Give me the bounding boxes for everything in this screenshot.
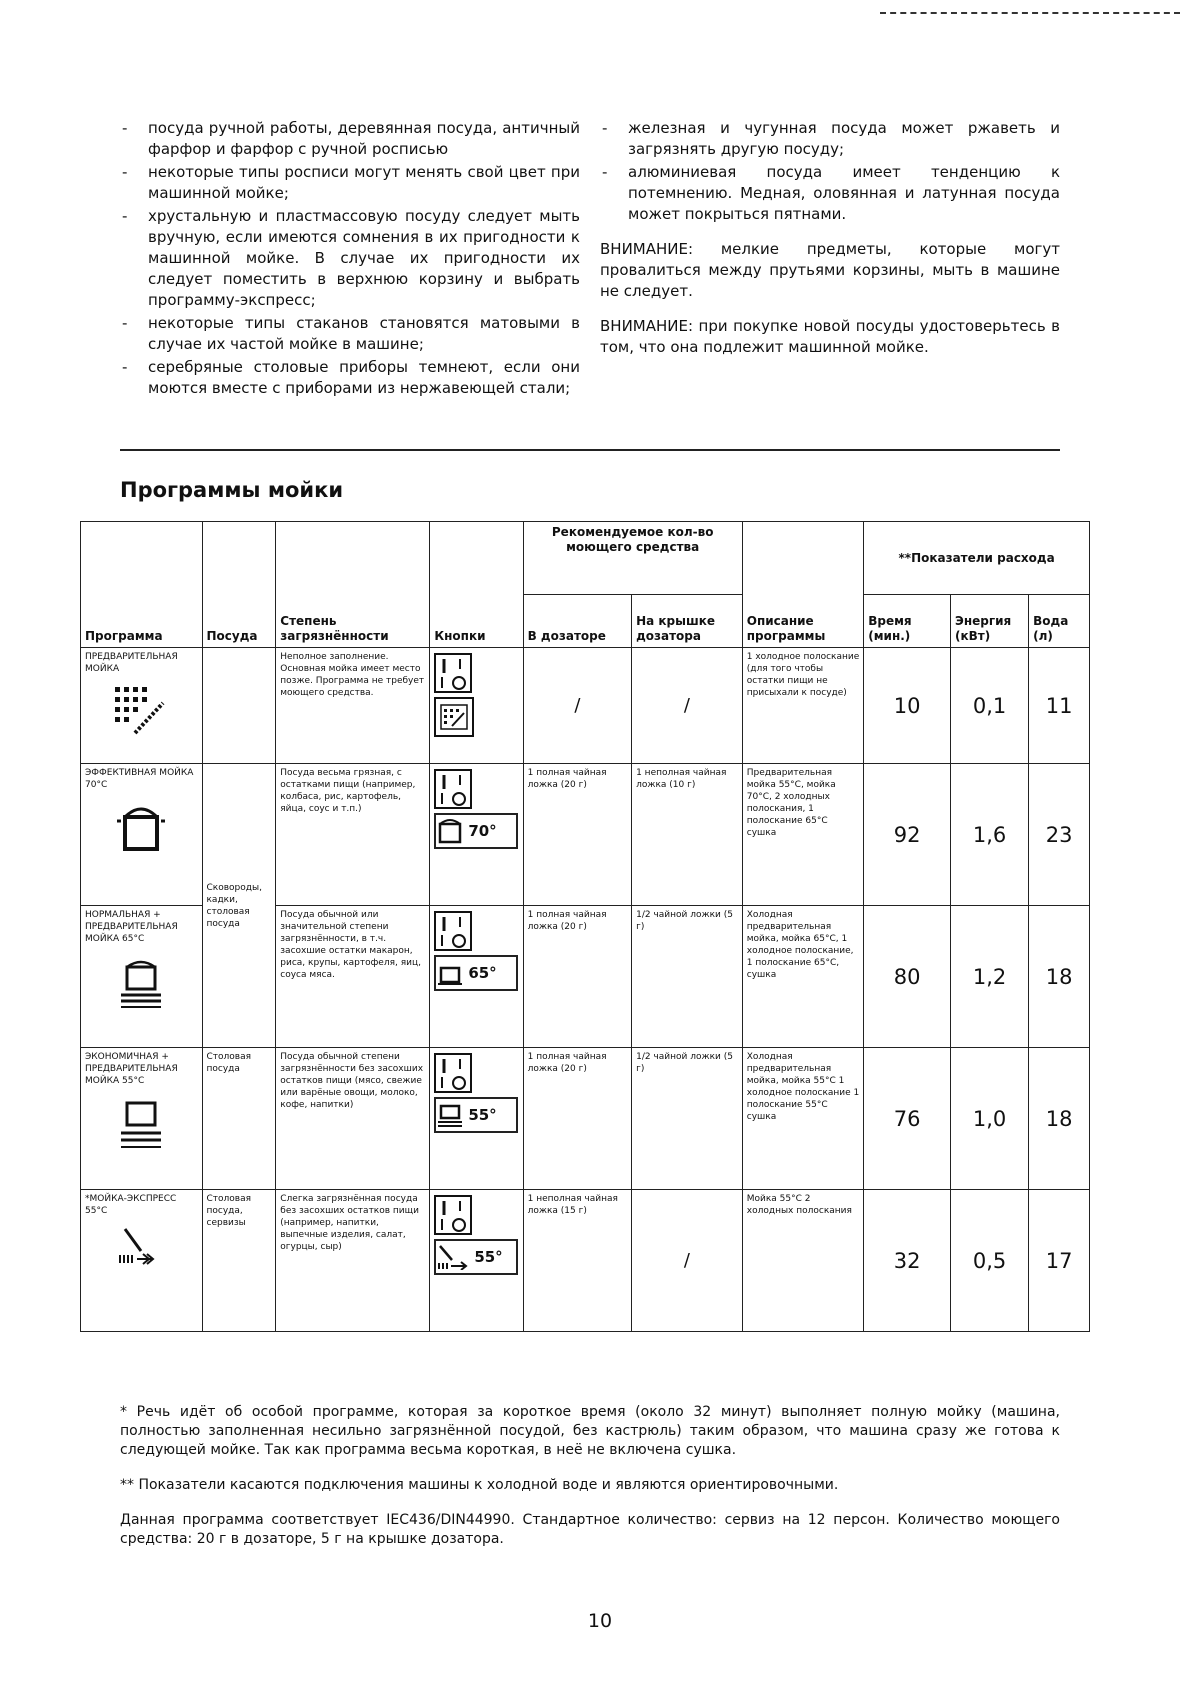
dishes-cell: Столовая посуда, сервизы: [202, 1190, 276, 1332]
table-row: [81, 764, 1090, 906]
soil-cell: Посуда весьма грязная, с остатками пищи (например, колбаса, рис, картофель, яйца, соус и т.п.): [276, 764, 430, 906]
table-row: [81, 1048, 1090, 1190]
description-cell: Холодная предварительная мойка, мойка 65°C, 1 холодное полоскание, 1 полоскание 65°C, сушка: [742, 906, 864, 1048]
section-divider: [120, 449, 1060, 451]
buttons-cell: [430, 906, 523, 1048]
power-button-icon: [434, 911, 472, 951]
water-cell: 18: [1029, 1048, 1090, 1190]
water-cell: 18: [1029, 906, 1090, 1048]
energy-cell: 0,5: [951, 1190, 1029, 1332]
program-cell: [81, 764, 203, 906]
program-button-55: [434, 1097, 518, 1133]
energy-cell: 1,0: [951, 1048, 1029, 1190]
header-energy: Энергия (кВт): [951, 595, 1029, 648]
program-name: ЭКОНОМИЧНАЯ + ПРЕДВАРИТЕЛЬНАЯ МОЙКА 55°C: [85, 1052, 178, 1086]
list-item: - некоторые типы стаканов становятся матовыми в случае их частой мойке в машине;: [120, 313, 580, 355]
prewash-button-icon: [434, 697, 474, 737]
express-icon: [111, 1225, 171, 1265]
warning-small-items: ВНИМАНИЕ: мелкие предметы, которые могут провалиться между прутьями корзины, мыть в машине не следует.: [600, 240, 1060, 300]
temperature-label: 55°: [468, 1106, 497, 1124]
list-item: - алюминиевая посуда имеет тенденцию к потемнению. Медная, оловянная и латунная посуда может покрыться пятнами.: [600, 162, 1060, 225]
list-item: - некоторые типы росписи могут менять свой цвет при машинной мойке;: [120, 162, 580, 204]
pot-lid-icon: [436, 960, 464, 986]
programs-table-wrapper: [80, 521, 1090, 1332]
program-cell: [81, 906, 203, 1048]
program-name: *МОЙКА-ЭКСПРЕСС 55°C: [85, 1194, 177, 1216]
program-name: ЭФФЕКТИВНАЯ МОЙКА 70°C: [85, 768, 194, 790]
program-button-70: [434, 813, 518, 849]
time-cell: 80: [864, 906, 951, 1048]
header-soil: Степень загрязнённости: [276, 522, 430, 648]
intro-left-column: [120, 118, 580, 401]
temperature-label: 65°: [468, 964, 497, 982]
on-lid-cell: 1/2 чайной ложки (5 г): [632, 906, 743, 1048]
prewash-spray-icon: [111, 683, 171, 739]
energy-cell: 0,1: [951, 648, 1029, 764]
intro-right-column: [600, 118, 1060, 401]
time-cell: 10: [864, 648, 951, 764]
pot-icon: [436, 818, 464, 844]
in-dispenser-cell: /: [523, 648, 631, 764]
footnotes: [120, 1403, 1060, 1565]
in-dispenser-cell: 1 полная чайная ложка (20 г): [523, 764, 631, 906]
program-name: ПРЕДВАРИТЕЛЬНАЯ МОЙКА: [85, 652, 178, 674]
power-button-icon: [434, 1195, 472, 1235]
description-cell: Холодная предварительная мойка, мойка 55°C 1 холодное полоскание 1 полоскание 55°C сушка: [742, 1048, 864, 1190]
on-lid-cell: 1/2 чайной ложки (5 г): [632, 1048, 743, 1190]
page-number: 10: [587, 1610, 613, 1632]
temperature-label: 70°: [468, 822, 497, 840]
in-dispenser-cell: 1 неполная чайная ложка (15 г): [523, 1190, 631, 1332]
header-consumption-group: **Показатели расхода: [864, 522, 1090, 595]
economy-icon: [436, 1102, 464, 1128]
section-title: Программы мойки: [120, 478, 344, 502]
program-button-express: [434, 1239, 518, 1275]
on-lid-cell: 1 неполная чайная ложка (10 г): [632, 764, 743, 906]
power-button-icon: [434, 769, 472, 809]
header-water: Вода (л): [1029, 595, 1090, 648]
list-item: - посуда ручной работы, деревянная посуда, античный фарфор и фарфор с ручной росписью: [120, 118, 580, 160]
water-cell: 17: [1029, 1190, 1090, 1332]
time-cell: 76: [864, 1048, 951, 1190]
program-cell: [81, 648, 203, 764]
energy-cell: 1,2: [951, 906, 1029, 1048]
buttons-cell: [430, 764, 523, 906]
soil-cell: Посуда обычной или значительной степени загрязнённости, в т.ч. засохшие остатки макарон, риса, крупы, картофеля, яиц, соуса мяса.: [276, 906, 430, 1048]
intro-columns: [120, 118, 1060, 401]
footnote-express: * Речь идёт об особой программе, которая за короткое время (около 32 минут) выполняет полную мойку (машина, полностью заполненная несильно загрязнённой посудой, без кастрюль) таким образом, что машина сразу же готова к следующей мойке. Так как программа весьма короткая, в неё не включена сушка.: [120, 1404, 1060, 1458]
dishes-cell: Столовая посуда: [202, 1048, 276, 1190]
dishes-cell: [202, 648, 276, 764]
header-detergent-group: Рекомендуемое кол-во моющего средства: [523, 522, 742, 595]
dishes-cell: Сковороды, кадки, столовая посуда: [202, 764, 276, 1048]
table-row: [81, 648, 1090, 764]
program-cell: [81, 1190, 203, 1332]
intensive-pot-icon: [111, 799, 171, 855]
header-program: Программа: [81, 522, 203, 648]
water-cell: 11: [1029, 648, 1090, 764]
power-button-icon: [434, 1053, 472, 1093]
water-cell: 23: [1029, 764, 1090, 906]
program-cell: [81, 1048, 203, 1190]
program-button-65: [434, 955, 518, 991]
power-button-icon: [434, 653, 472, 693]
list-item: - железная и чугунная посуда может ржаветь и загрязнять другую посуду;: [600, 118, 1060, 160]
in-dispenser-cell: 1 полная чайная ложка (20 г): [523, 906, 631, 1048]
buttons-cell: [430, 1048, 523, 1190]
header-description: Описание программы: [742, 522, 864, 648]
header-buttons: Кнопки: [430, 522, 523, 648]
in-dispenser-cell: 1 полная чайная ложка (20 г): [523, 1048, 631, 1190]
footnote-consumption: ** Показатели касаются подключения машины к холодной воде и являются ориентировочными.: [120, 1477, 839, 1493]
description-cell: Предварительная мойка 55°C, мойка 70°C, 2 холодных полоскания, 1 полоскание 65°C сушка: [742, 764, 864, 906]
time-cell: 92: [864, 764, 951, 906]
energy-cell: 1,6: [951, 764, 1029, 906]
buttons-cell: [430, 1190, 523, 1332]
metal-dishes-list: [600, 118, 1060, 225]
description-cell: Мойка 55°C 2 холодных полоскания: [742, 1190, 864, 1332]
warning-new-dishes: ВНИМАНИЕ: при покупке новой посуды удостоверьтесь в том, что она подлежит машинной мойке.: [600, 317, 1060, 356]
table-row: [81, 1190, 1090, 1332]
dish-restrictions-list: [120, 118, 580, 399]
description-cell: 1 холодное полоскание (для того чтобы остатки пищи не присыхали к посуде): [742, 648, 864, 764]
programs-table: [80, 521, 1090, 1332]
temperature-label: 55°: [474, 1248, 503, 1266]
footnote-standard: Данная программа соответствует IEC436/DIN44990. Стандартное количество: сервиз на 12 персон. Количество моющего средства: 20 г в дозаторе, 5 г на крышке дозатора.: [120, 1512, 1060, 1547]
buttons-cell: [430, 648, 523, 764]
economy-wash-icon: [111, 1095, 171, 1151]
soil-cell: Посуда обычной степени загрязнённости без засохших остатков пищи (мясо, свежие или варёные овощи, молоко, кофе, напитки): [276, 1048, 430, 1190]
header-time: Время (мин.): [864, 595, 951, 648]
header-in-dispenser: В дозаторе: [523, 595, 631, 648]
normal-wash-icon: [111, 953, 171, 1009]
express-small-icon: [436, 1244, 470, 1270]
list-item: - серебряные столовые приборы темнеют, если они моются вместе с приборами из нержавеющей стали;: [120, 357, 580, 399]
on-lid-cell: /: [632, 1190, 743, 1332]
header-on-lid: На крышке дозатора: [632, 595, 743, 648]
on-lid-cell: /: [632, 648, 743, 764]
soil-cell: Слегка загрязнённая посуда без засохших остатков пищи (например, напитки, выпечные изделия, салат, огурцы, сыр): [276, 1190, 430, 1332]
header-dishes: Посуда: [202, 522, 276, 648]
time-cell: 32: [864, 1190, 951, 1332]
list-item: - хрустальную и пластмассовую посуду следует мыть вручную, если имеются сомнения в их пригодности к машинной мойке. В случае их пригодности их следует поместить в верхнюю корзину и выбрать программу-экспресс;: [120, 206, 580, 311]
top-dashed-line: [880, 12, 1180, 14]
program-name: НОРМАЛЬНАЯ + ПРЕДВАРИТЕЛЬНАЯ МОЙКА 65°C: [85, 910, 178, 944]
soil-cell: Неполное заполнение. Основная мойка имеет место позже. Программа не требует моющего средства.: [276, 648, 430, 764]
